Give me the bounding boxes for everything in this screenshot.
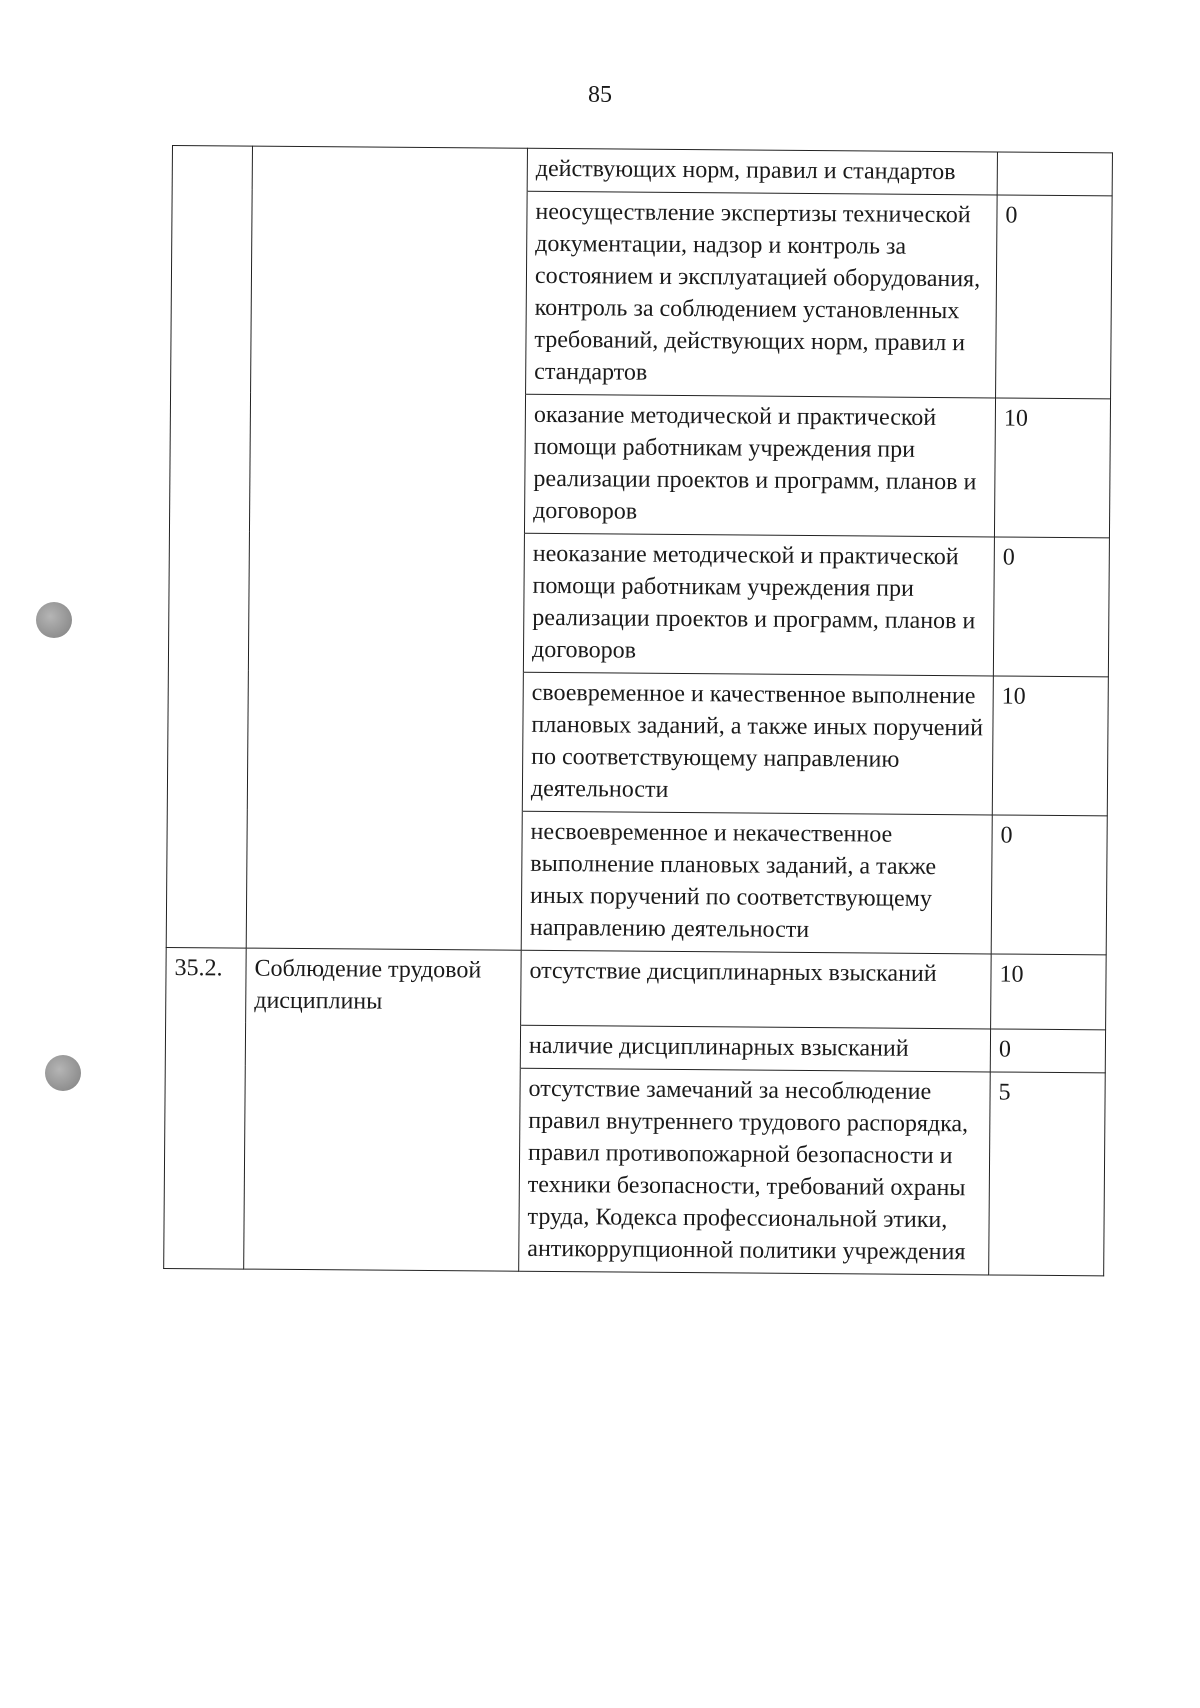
description-cell: несвоевременное и некачественное выполнение плановых заданий, а также иных поручений по соответствующему направлению деятельности [521, 811, 992, 954]
criterion-name-cell [249, 392, 525, 533]
number-cell [168, 530, 249, 670]
table-row [165, 1022, 1105, 1072]
table-row [167, 669, 1108, 815]
table-row [166, 808, 1107, 954]
description-cell: отсутствие дисциплинарных взысканий [521, 950, 992, 1028]
points-cell: 10 [994, 398, 1110, 538]
table-row [169, 391, 1110, 537]
points-cell [997, 152, 1112, 196]
table-row [171, 189, 1113, 399]
page-number: 85 [588, 82, 612, 108]
table-row [168, 530, 1109, 676]
number-cell [165, 1022, 245, 1066]
description-cell: оказание методической и практической помощи работникам учреждения при реализации проектов и программ, планов и договоров [524, 394, 995, 537]
number-cell [167, 669, 248, 809]
table-row [166, 947, 1107, 1029]
number-cell [169, 391, 250, 531]
number-cell [172, 146, 252, 190]
punch-hole-mark [45, 1055, 81, 1091]
criterion-name-cell [247, 670, 523, 811]
points-cell: 0 [996, 195, 1113, 399]
description-cell: отсутствие замечаний за несоблюдение правил внутреннего трудового распорядка, правил противопожарной безопасности и техники безопасности, требований охраны труда, Кодекса профессиональной этики, антикоррупционной политики учреждения [519, 1068, 991, 1275]
section-name-cell: Соблюдение трудовой дисциплины [246, 948, 522, 1025]
points-cell: 0 [991, 815, 1107, 955]
description-cell: неосуществление экспертизы технической документации, надзор и контроль за состоянием и эксплуатацией оборудования, контроль за соблюдением установленных требований, действующих норм, правил и стандартов [526, 191, 998, 398]
description-cell: наличие дисциплинарных взысканий [520, 1025, 990, 1072]
criterion-name-cell [248, 531, 524, 672]
criterion-name-cell [245, 1023, 520, 1068]
points-cell: 0 [993, 537, 1109, 677]
number-cell [166, 808, 247, 948]
section-number-cell: 35.2. [166, 947, 247, 1022]
criterion-name-cell [251, 189, 528, 394]
criterion-name-cell [244, 1066, 521, 1271]
description-cell: своевременное и качественное выполнение плановых заданий, а также иных поручений по соответствующему направлению деятельности [522, 672, 993, 815]
criterion-name-cell [252, 146, 527, 191]
criterion-name-cell [246, 809, 522, 950]
points-cell: 5 [989, 1071, 1106, 1275]
points-cell: 0 [990, 1028, 1105, 1072]
punch-hole-mark [36, 602, 72, 638]
points-cell: 10 [991, 954, 1107, 1029]
number-cell [164, 1065, 246, 1269]
number-cell [171, 189, 253, 393]
description-cell: действующих норм, правил и стандартов [527, 148, 997, 195]
table-row [172, 146, 1112, 196]
points-cell: 10 [992, 676, 1108, 816]
description-cell: неоказание методической и практической помощи работникам учреждения при реализации проектов и программ, планов и договоров [523, 533, 994, 676]
criteria-table [163, 145, 1113, 1276]
table-row [164, 1065, 1106, 1275]
